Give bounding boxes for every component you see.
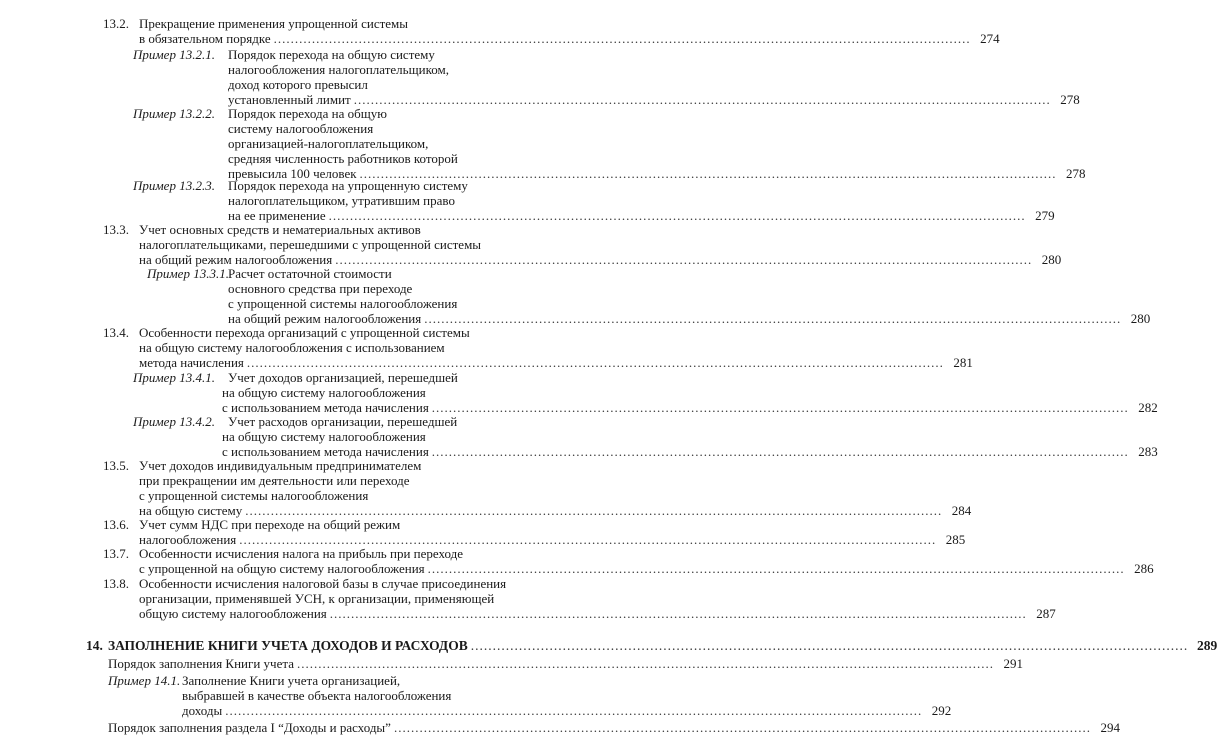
dot-leader: .................................................................................................................................................................... xyxy=(329,606,1027,621)
page-number: 278 xyxy=(1060,92,1080,107)
example-title-line: на общую систему налогообложения xyxy=(222,385,426,400)
dot-leader: .................................................................................................................................................................... xyxy=(273,31,971,46)
page-number: 294 xyxy=(1100,720,1120,735)
example-title-line: с упрощенной системы налогообложения xyxy=(228,296,458,311)
toc-section-13-3 xyxy=(0,222,1062,267)
toc-section-13-2 xyxy=(0,16,1000,46)
example-title-line: Учет доходов организацией, перешедшей xyxy=(228,370,458,385)
section-title-line: с упрощенной на общую систему налогообложения xyxy=(139,561,425,576)
page-number: 291 xyxy=(1003,656,1023,671)
page-number: 287 xyxy=(1036,606,1056,621)
dot-leader: .................................................................................................................................................................... xyxy=(470,638,1189,653)
example-label: Пример 13.3.1. xyxy=(147,266,229,281)
dot-leader: .................................................................................................................................................................... xyxy=(239,532,937,547)
toc-example-13-2-1 xyxy=(0,47,1080,107)
section-title-line: налогообложения xyxy=(139,532,237,547)
dot-leader: .................................................................................................................................................................... xyxy=(427,561,1125,576)
section-title-line: Прекращение применения упрощенной системы xyxy=(139,16,409,31)
section-number: 13.8. xyxy=(103,576,129,591)
section-title-line: Учет доходов индивидуальным предпринимателем xyxy=(139,458,422,473)
example-title-line: Заполнение Книги учета организацией, xyxy=(182,673,401,688)
example-title-line: на ее применение xyxy=(228,208,326,223)
page-number: 280 xyxy=(1041,252,1062,267)
example-title-line: Учет расходов организации, перешедшей xyxy=(228,414,458,429)
example-title-line: с использованием метода начисления xyxy=(222,400,429,415)
toc-entry-section-1 xyxy=(0,720,1120,735)
section-number: 13.5. xyxy=(103,458,129,473)
section-title-line: Особенности исчисления налоговой базы в случае присоединения xyxy=(139,576,507,591)
dot-leader: .................................................................................................................................................................... xyxy=(359,166,1057,181)
dot-leader: .................................................................................................................................................................... xyxy=(393,720,1091,735)
section-number: 13.6. xyxy=(103,517,129,532)
page-number: 284 xyxy=(951,503,972,518)
page-number: 278 xyxy=(1066,166,1086,181)
example-title-line: с использованием метода начисления xyxy=(222,444,429,459)
section-number: 13.2. xyxy=(103,16,129,31)
section-title-line: на общую систему xyxy=(139,503,243,518)
toc-example-13-4-2 xyxy=(0,414,1158,459)
toc-example-13-3-1 xyxy=(0,266,1151,326)
dot-leader: .................................................................................................................................................................... xyxy=(431,444,1129,459)
section-title-line: Учет основных средств и нематериальных активов xyxy=(139,222,421,237)
dot-leader: .................................................................................................................................................................... xyxy=(296,656,994,671)
page-number: 286 xyxy=(1134,561,1154,576)
entry-title: Порядок заполнения Книги учета xyxy=(108,656,294,671)
example-title-line: Порядок перехода на общую xyxy=(228,106,387,121)
page-number: 282 xyxy=(1138,400,1158,415)
toc-section-13-5 xyxy=(0,458,972,518)
chapter-number: 14. xyxy=(86,638,103,653)
example-label: Пример 13.2.1. xyxy=(133,47,215,62)
page-number: 280 xyxy=(1130,311,1151,326)
dot-leader: .................................................................................................................................................................... xyxy=(245,503,943,518)
page-number: 281 xyxy=(953,355,973,370)
dot-leader: .................................................................................................................................................................... xyxy=(335,252,1033,267)
example-title-line: выбравшей в качестве объекта налогообложения xyxy=(182,688,452,703)
example-title-line: средняя численность работников которой xyxy=(228,151,458,166)
section-number: 13.7. xyxy=(103,546,129,561)
dot-leader: .................................................................................................................................................................... xyxy=(328,208,1026,223)
section-title-line: налогоплательщиками, перешедшими с упрощенной системы xyxy=(139,237,482,252)
toc-section-13-8 xyxy=(0,576,1056,621)
example-label: Пример 13.4.1. xyxy=(133,370,215,385)
toc-example-13-2-2 xyxy=(0,106,1086,181)
example-title-line: организацией-налогоплательщиком, xyxy=(228,136,429,151)
dot-leader: .................................................................................................................................................................... xyxy=(424,311,1122,326)
chapter-title: ЗАПОЛНЕНИЕ КНИГИ УЧЕТА ДОХОДОВ И РАСХОДОВ xyxy=(108,638,468,653)
dot-leader: .................................................................................................................................................................... xyxy=(246,355,944,370)
section-number: 13.3. xyxy=(103,222,129,237)
dot-leader: .................................................................................................................................................................... xyxy=(225,703,923,718)
example-title-line: на общий режим налогообложения xyxy=(228,311,422,326)
example-title-line: установленный лимит xyxy=(228,92,351,107)
example-label: Пример 13.4.2. xyxy=(133,414,215,429)
section-title-line: Особенности исчисления налога на прибыль при переходе xyxy=(139,546,463,561)
section-title-line: с упрощенной системы налогообложения xyxy=(139,488,369,503)
example-title-line: доход которого превысил xyxy=(228,77,368,92)
page-number: 283 xyxy=(1138,444,1158,459)
section-title-line: организации, применявшей УСН, к организации, применяющей xyxy=(139,591,495,606)
dot-leader: .................................................................................................................................................................... xyxy=(431,400,1129,415)
toc-section-13-7 xyxy=(0,546,1154,576)
example-label: Пример 13.2.3. xyxy=(133,178,215,193)
example-title-line: налогоплательщиком, утратившим право xyxy=(228,193,455,208)
page-number: 279 xyxy=(1035,208,1055,223)
example-title-line: основного средства при переходе xyxy=(228,281,413,296)
example-title-line: Расчет остаточной стоимости xyxy=(228,266,392,281)
section-number: 13.4. xyxy=(103,325,129,340)
example-title-line: Порядок перехода на упрощенную систему xyxy=(228,178,468,193)
section-title-line: Особенности перехода организаций с упрощенной системы xyxy=(139,325,470,340)
entry-title: Порядок заполнения раздела I “Доходы и расходы” xyxy=(108,720,391,735)
toc-chapter-14 xyxy=(0,638,1217,653)
example-title-line: превысила 100 человек xyxy=(228,166,357,181)
section-title-line: метода начисления xyxy=(139,355,244,370)
page-number: 292 xyxy=(931,703,952,718)
section-title-line: на общий режим налогообложения xyxy=(139,252,333,267)
example-title-line: систему налогообложения xyxy=(228,121,374,136)
toc-entry-book-filling xyxy=(0,656,1023,671)
section-title-line: на общую систему налогообложения с использованием xyxy=(139,340,445,355)
section-title-line: в обязательном порядке xyxy=(139,31,271,46)
example-title-line: на общую систему налогообложения xyxy=(222,429,426,444)
toc-section-13-4 xyxy=(0,325,973,370)
toc-example-14-1 xyxy=(0,673,952,718)
example-label: Пример 14.1. xyxy=(108,673,181,688)
example-label: Пример 13.2.2. xyxy=(133,106,215,121)
section-title-line: при прекращении им деятельности или переходе xyxy=(139,473,410,488)
page-number: 285 xyxy=(945,532,966,547)
page-number: 274 xyxy=(980,31,1000,46)
example-title-line: Порядок перехода на общую систему xyxy=(228,47,435,62)
toc-example-13-2-3 xyxy=(0,178,1055,223)
toc-section-13-6 xyxy=(0,517,966,547)
example-title-line: доходы xyxy=(182,703,223,718)
dot-leader: .................................................................................................................................................................... xyxy=(353,92,1051,107)
example-title-line: налогообложения налогоплательщиком, xyxy=(228,62,449,77)
section-title-line: общую систему налогообложения xyxy=(139,606,327,621)
page-number: 289 xyxy=(1196,638,1217,653)
toc-example-13-4-1 xyxy=(0,370,1158,415)
section-title-line: Учет сумм НДС при переходе на общий режим xyxy=(139,517,401,532)
